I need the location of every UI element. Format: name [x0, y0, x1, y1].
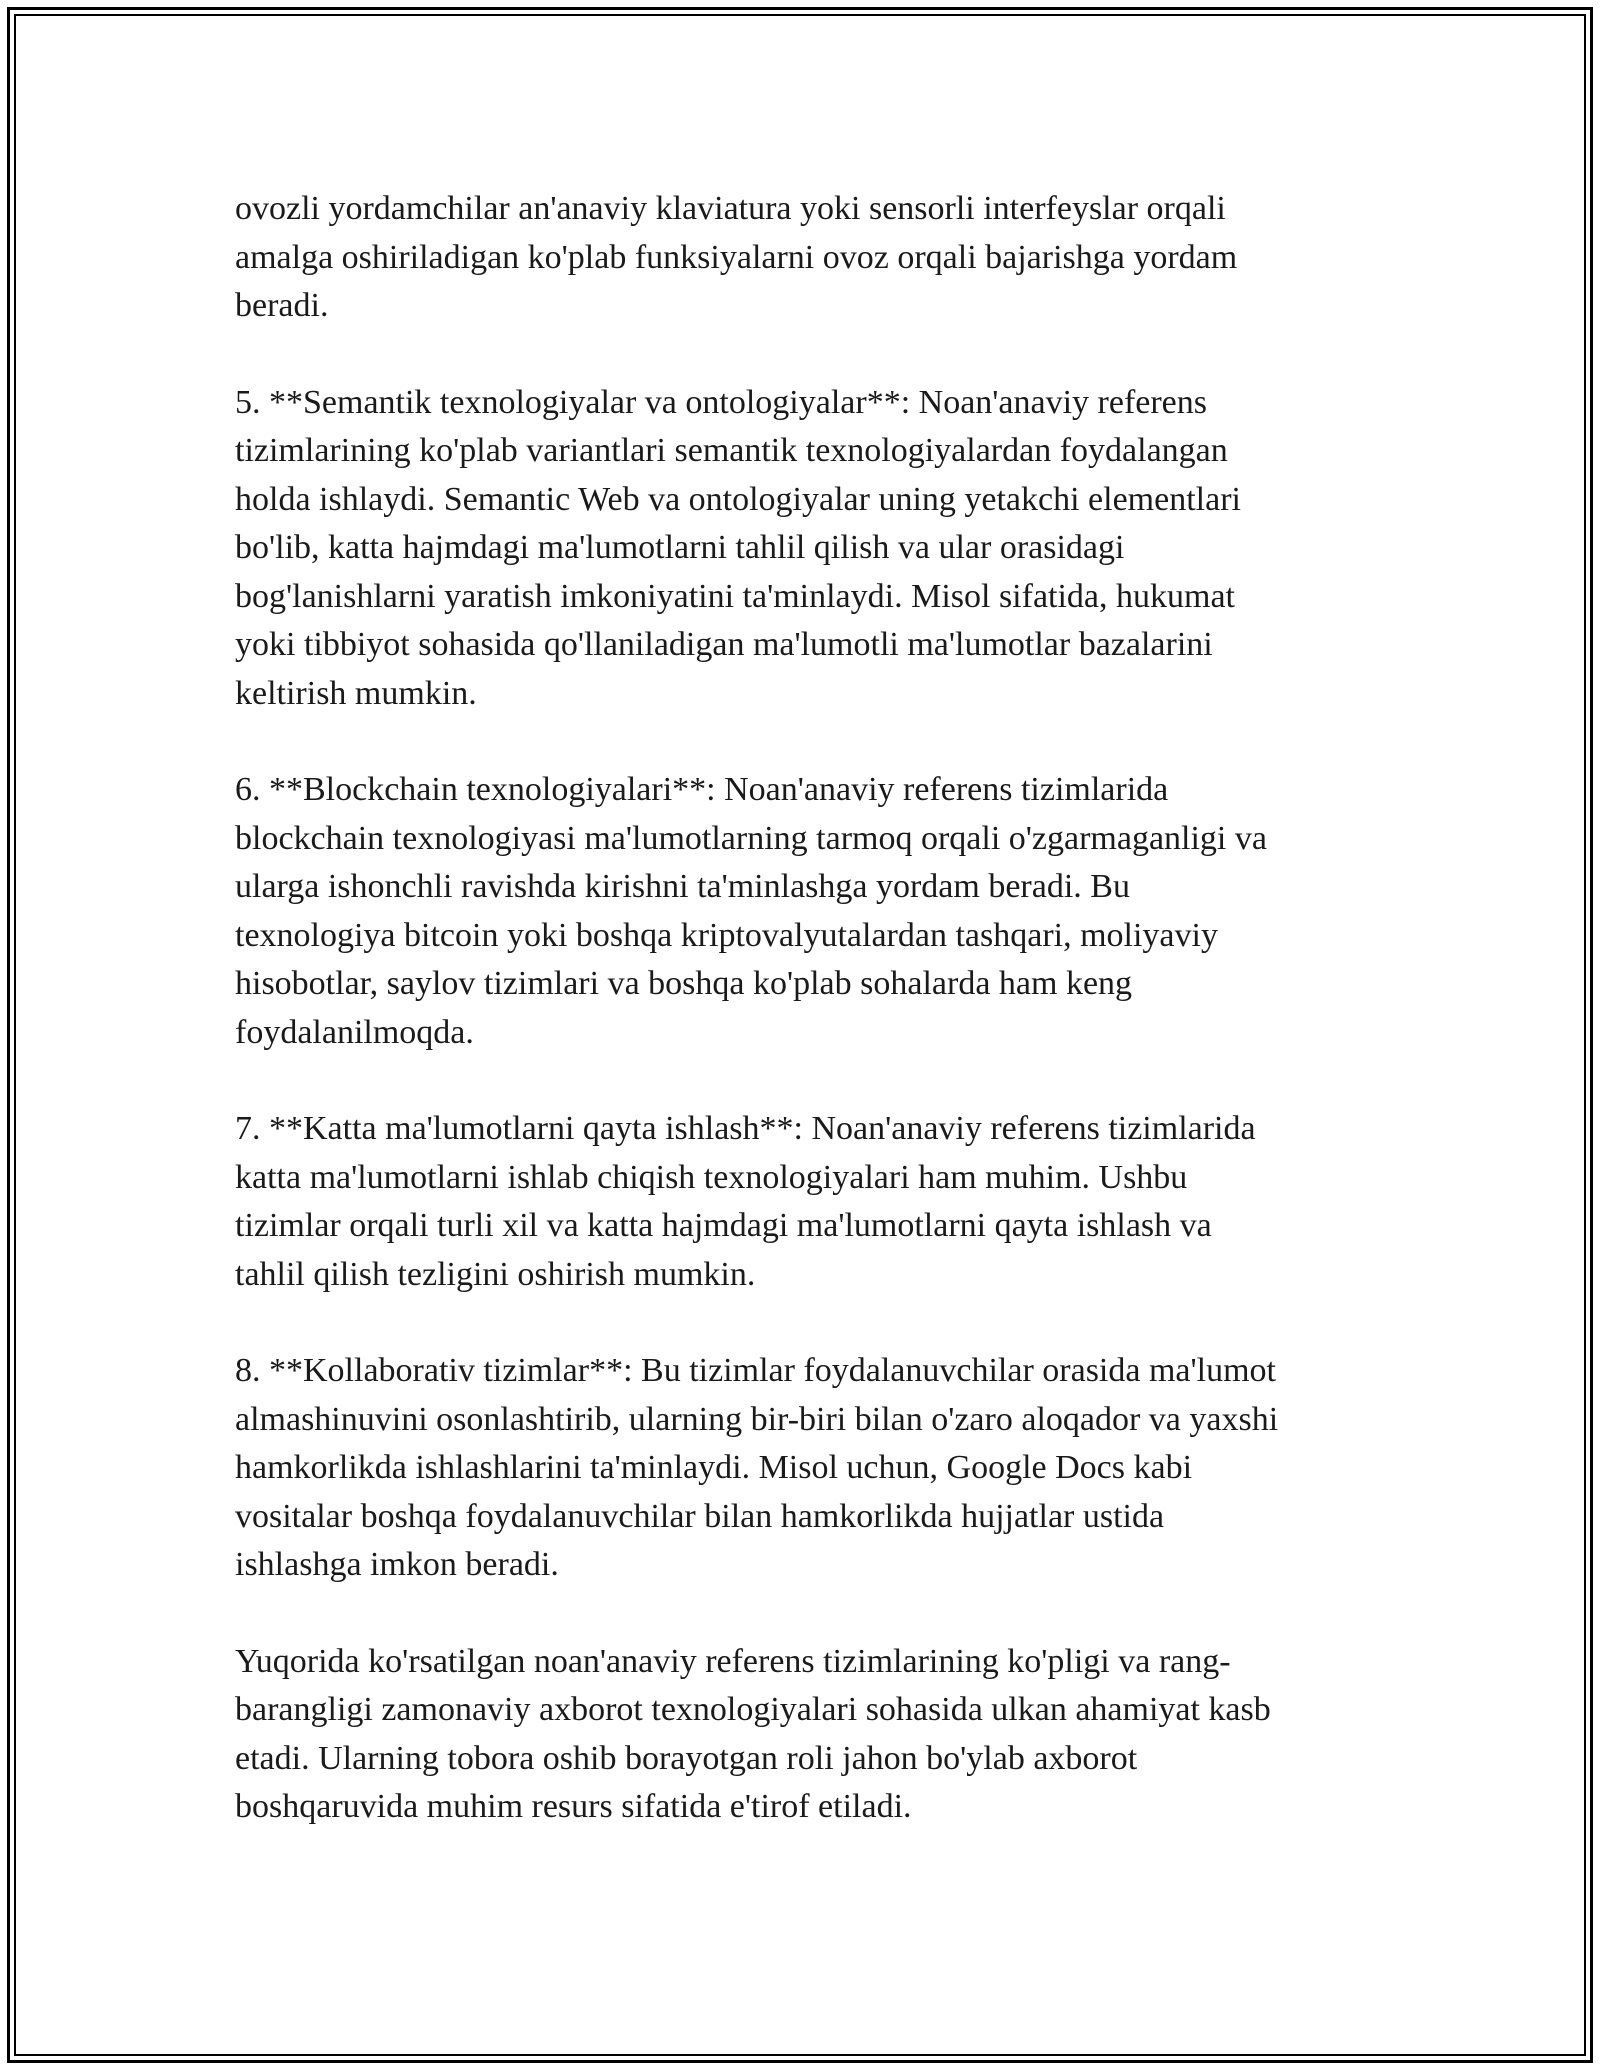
text-line: bog'lanishlarni yaratish imkoniyatini ta'minlaydi. Misol sifatida, hukumat [235, 577, 1235, 615]
text-line: beradi. [235, 287, 329, 324]
text-line: amalga oshiriladigan ko'plab funksiyalarni ovoz orqali bajarishga yordam [235, 238, 1238, 276]
text-line: tizimlar orqali turli xil va katta hajmdagi ma'lumotlarni qayta ishlash va [235, 1207, 1212, 1244]
text-line: tahlil qilish tezligini oshirish mumkin. [235, 1255, 756, 1293]
text-line: hisobotlar, saylov tizimlari va boshqa ko'plab sohalarda ham keng [235, 965, 1133, 1002]
text-line: foydalanilmoqda. [235, 1013, 474, 1051]
text-line: barangligi zamonaviy axborot texnologiyalari sohasida ulkan ahamiyat kasb [235, 1691, 1271, 1728]
text-line: 7. **Katta ma'lumotlarni qayta ishlash**: Noan'anaviy referens tizimlarida [235, 1110, 1256, 1147]
paragraph-item-7-big-data [235, 1105, 1375, 1299]
text-line: ularga ishonchli ravishda kirishni ta'minlashga yordam beradi. Bu [235, 868, 1130, 905]
text-line: 5. **Semantik texnologiyalar va ontologiyalar**: Noan'anaviy referens [235, 383, 1208, 421]
text-line: holda ishlaydi. Semantic Web va ontologiyalar uning yetakchi elementlari [235, 480, 1241, 518]
text-line: blockchain texnologiyasi ma'lumotlarning tarmoq orqali o'zgarmaganligi va [235, 819, 1267, 857]
text-line: katta ma'lumotlarni ishlab chiqish texnologiyalari ham muhim. Ushbu [235, 1158, 1188, 1196]
paragraph-intro-continuation [235, 185, 1375, 331]
text-line: boshqaruvida muhim resurs sifatida e'tirof etiladi. [235, 1788, 912, 1825]
text-line: ovozli yordamchilar an'anaviy klaviatura yoki sensorli interfeyslar orqali [235, 190, 1226, 227]
text-line: almashinuvini osonlashtirib, ularning bir-biri bilan o'zaro aloqador va yaxshi [235, 1400, 1279, 1438]
paragraph-item-8-collaborative [235, 1347, 1375, 1590]
text-line: etadi. Ularning tobora oshib borayotgan roli jahon bo'ylab axborot [235, 1739, 1138, 1777]
text-line: 8. **Kollaborativ tizimlar**: Bu tizimlar foydalanuvchilar orasida ma'lumot [235, 1352, 1276, 1389]
text-line: Yuqorida ko'rsatilgan noan'anaviy referens tizimlarining ko'pligi va rang- [235, 1642, 1231, 1680]
text-line: yoki tibbiyot sohasida qo'llaniladigan ma'lumotli ma'lumotlar bazalarini [235, 626, 1213, 663]
text-line: hamkorlikda ishlashlarini ta'minlaydi. Misol uchun, Google Docs kabi [235, 1449, 1193, 1486]
text-line: texnologiya bitcoin yoki boshqa kriptovalyutalardan tashqari, moliyaviy [235, 916, 1218, 954]
paragraph-item-5-semantic [235, 379, 1375, 719]
document-body [235, 185, 1375, 1880]
text-line: ishlashga imkon beradi. [235, 1546, 559, 1583]
paragraph-item-6-blockchain [235, 766, 1375, 1057]
text-line: 6. **Blockchain texnologiyalari**: Noan'anaviy referens tizimlarida [235, 771, 1169, 808]
text-line: tizimlarining ko'plab variantlari semantik texnologiyalardan foydalangan [235, 432, 1228, 469]
text-line: bo'lib, katta hajmdagi ma'lumotlarni tahlil qilish va ular orasidagi [235, 529, 1125, 566]
text-line: vositalar boshqa foydalanuvchilar bilan hamkorlikda hujjatlar ustida [235, 1497, 1165, 1535]
text-line: keltirish mumkin. [235, 674, 477, 712]
paragraph-conclusion [235, 1638, 1375, 1832]
